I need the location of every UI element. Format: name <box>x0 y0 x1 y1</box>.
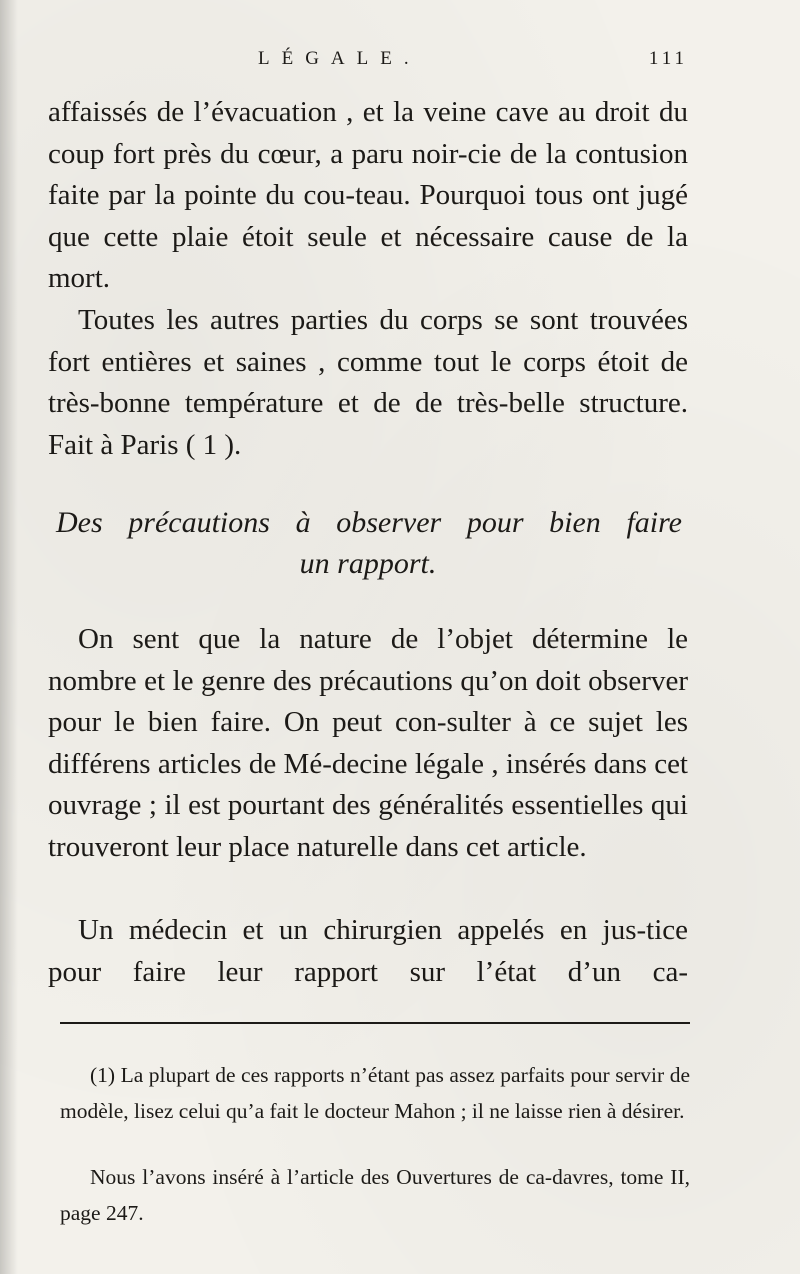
footnote-text: (1) La plupart de ces rapports n’étant pas assez parfaits pour servir de modèle, lisez celui qu’a fait le docteur Mahon ; il ne laisse rien à désirer. <box>60 1063 690 1123</box>
section-heading-line-1: Des précautions à observer pour bien faire <box>56 506 682 539</box>
section-heading-line-2: un rapport. <box>299 547 437 580</box>
text-block-2 <box>48 300 688 466</box>
section-heading <box>48 502 688 584</box>
page-gutter-shadow <box>0 0 18 1274</box>
footnote-2 <box>60 1160 690 1231</box>
footnote-rule <box>60 1022 690 1024</box>
paragraph: Toutes les autres parties du corps se sont trouvées fort entières et saines , comme tout le corps étoit de très-bonne température et de de très-belle structure. Fait à Paris ( 1 ). <box>48 304 688 461</box>
footnote-text: Nous l’avons inséré à l’article des Ouvertures de ca-davres, tome II, page 247. <box>60 1165 690 1225</box>
paragraph: Un médecin et un chirurgien appelés en jus-tice pour faire leur rapport sur l’état d’un ca- <box>48 914 688 988</box>
footnote-1 <box>60 1058 690 1129</box>
running-head: LÉGALE. <box>258 48 421 69</box>
text-block-3 <box>48 619 688 868</box>
page-number: 111 <box>648 48 688 69</box>
text-block-4 <box>48 910 688 993</box>
paragraph: affaissés de l’évacuation , et la veine cave au droit du coup fort près du cœur, a paru noir-cie de la contusion faite par la pointe du cou-teau. Pourquoi tous ont jugé que cette plaie étoit seule et nécessaire cause de la mort. <box>48 96 688 294</box>
paragraph: On sent que la nature de l’objet détermine le nombre et le genre des précautions qu’on doit observer pour le bien faire. On peut con-sulter à ce sujet les différens articles de Mé-decine légale , insérés dans cet ouvrage ; il est pourtant des généralités essentielles qui trouveront leur place naturelle dans cet article. <box>48 623 688 863</box>
text-block-1 <box>48 92 688 300</box>
page-header <box>48 48 688 78</box>
